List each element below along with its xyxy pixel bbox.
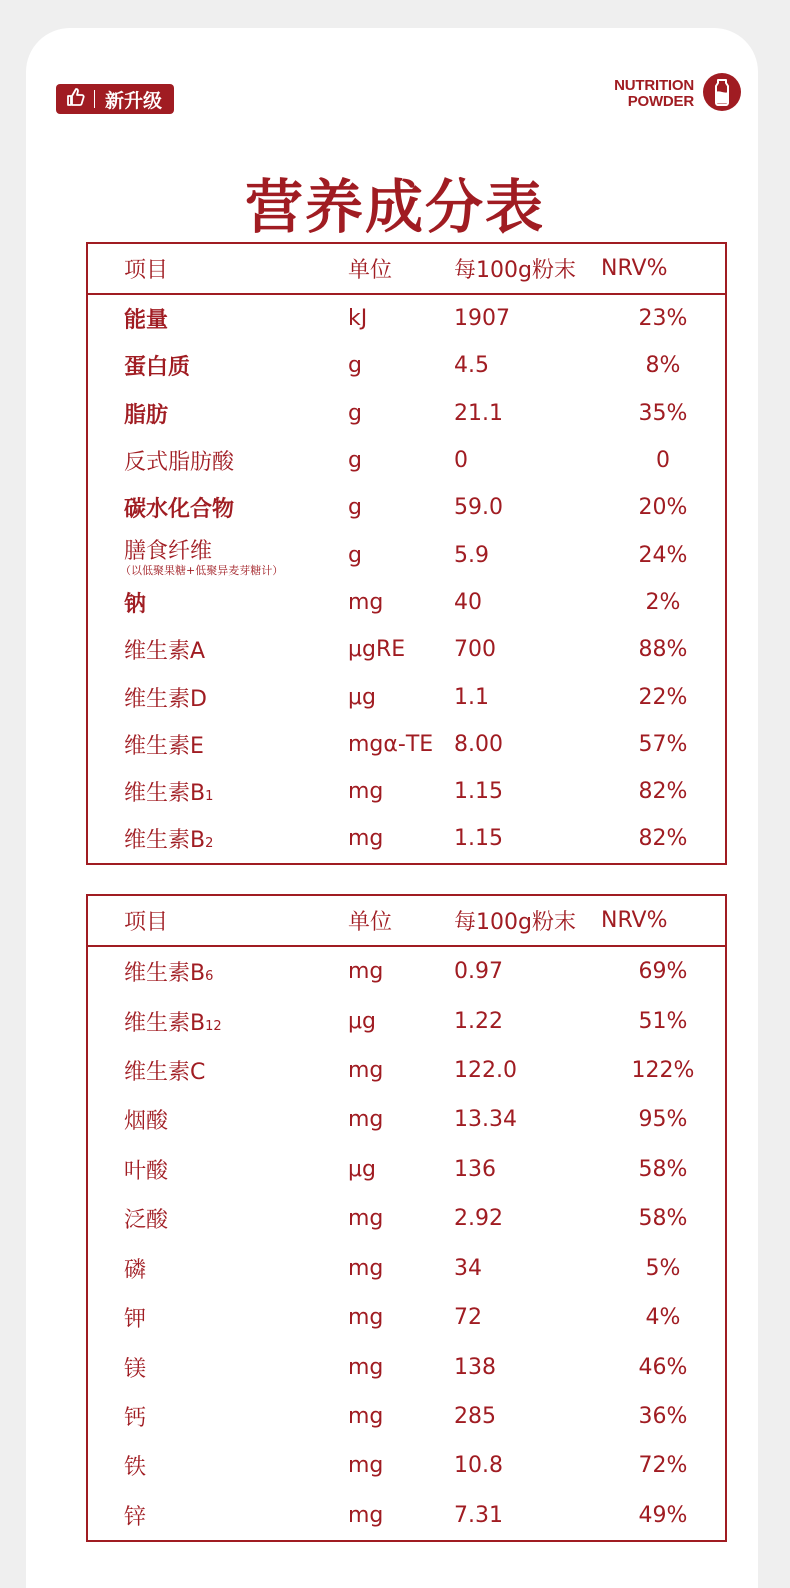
unit-cell: g — [348, 448, 362, 474]
nutrient-name: 能量 — [124, 308, 169, 334]
nrv-cell: 49% — [638, 1502, 688, 1528]
value-cell: 4.5 — [454, 353, 489, 379]
nrv-cell: 95% — [638, 1107, 688, 1133]
table-row — [87, 1095, 726, 1144]
nutrient-name: 锌 — [124, 1504, 147, 1530]
nutrient-name: 铁 — [124, 1455, 147, 1481]
page-title: 营养成分表 — [244, 173, 545, 241]
value-cell: 1.15 — [454, 779, 503, 805]
unit-cell: mg — [348, 1206, 384, 1232]
table-row — [87, 626, 726, 673]
nutrient-name-cell — [87, 294, 348, 342]
value-cell: 1.15 — [454, 826, 503, 852]
unit-cell: mg — [348, 826, 384, 852]
header-item: 项目 — [87, 243, 348, 294]
value-cell: 40 — [454, 589, 482, 615]
nutrient-name-cell — [87, 673, 348, 720]
nrv-cell: 82% — [638, 779, 688, 805]
unit-cell: g — [348, 400, 362, 426]
table-row — [87, 390, 726, 437]
value-cell: 1.1 — [454, 684, 489, 710]
nrv-cell: 36% — [638, 1403, 688, 1429]
nutrient-name-cell — [87, 437, 348, 484]
header-nrv: NRV% — [601, 243, 726, 294]
table-row — [87, 1194, 726, 1243]
nutrient-name: 维生素D — [124, 686, 207, 712]
header-item: 项目 — [87, 895, 348, 946]
unit-cell: g — [348, 353, 362, 379]
nutrient-name-cell — [87, 342, 348, 389]
unit-cell: mg — [348, 589, 384, 615]
nutrient-name-cell — [87, 1392, 348, 1441]
nrv-cell: 20% — [638, 495, 688, 521]
table-row — [87, 1342, 726, 1391]
nutrient-name-cell — [87, 1441, 348, 1490]
nutrient-name-cell — [87, 815, 348, 863]
nrv-cell: 5% — [645, 1255, 681, 1281]
table-row — [87, 815, 726, 863]
table-row — [87, 437, 726, 484]
value-cell: 700 — [454, 637, 496, 663]
table-row — [87, 1243, 726, 1292]
unit-cell: mg — [348, 1255, 384, 1281]
table-row — [87, 342, 726, 389]
nutrient-note: （以低聚果糖+低聚异麦芽糖计） — [120, 563, 284, 577]
header-per-100g: 每100g粉末 — [454, 895, 601, 946]
nutrient-name: 维生素B — [124, 828, 206, 854]
thumbs-up-icon — [66, 87, 86, 112]
badge-label: 新升级 — [105, 89, 163, 112]
badge-divider — [94, 90, 95, 108]
nrv-cell: 88% — [638, 637, 688, 663]
unit-cell: mg — [348, 1354, 384, 1380]
unit-cell: mg — [348, 1453, 384, 1479]
nrv-cell: 69% — [638, 959, 688, 985]
value-cell: 0.97 — [454, 959, 503, 985]
table-header-row — [87, 895, 726, 946]
nutrient-name: 蛋白质 — [124, 355, 191, 381]
table-row — [87, 294, 726, 342]
value-cell: 5.9 — [454, 542, 489, 568]
nutrient-subscript: 6 — [205, 969, 214, 985]
unit-cell: mg — [348, 1107, 384, 1133]
value-cell: 285 — [454, 1403, 496, 1429]
value-cell: 34 — [454, 1255, 482, 1281]
unit-cell: g — [348, 495, 362, 521]
brand-line-1: NUTRITION — [614, 77, 694, 94]
nrv-cell: 51% — [638, 1008, 688, 1034]
unit-cell: kJ — [348, 306, 368, 332]
nrv-cell: 2% — [645, 589, 681, 615]
nutrient-name-cell — [87, 1194, 348, 1243]
unit-cell: mg — [348, 959, 384, 985]
nutrient-name: 维生素A — [124, 639, 206, 665]
nutrient-name-cell — [87, 768, 348, 815]
nrv-cell: 58% — [638, 1156, 688, 1182]
brand-logo — [614, 72, 742, 116]
nutrient-name-cell — [87, 626, 348, 673]
value-cell: 8.00 — [454, 731, 503, 757]
table-row — [87, 1441, 726, 1490]
unit-cell: μg — [348, 684, 376, 710]
nutrient-name-cell — [87, 946, 348, 996]
value-cell: 0 — [454, 448, 468, 474]
table-row — [87, 673, 726, 720]
nrv-cell: 8% — [645, 353, 681, 379]
unit-cell: mg — [348, 1502, 384, 1528]
header-unit: 单位 — [348, 895, 454, 946]
nutrient-name: 叶酸 — [124, 1158, 169, 1184]
table-row — [87, 579, 726, 626]
nutrient-subscript: 12 — [205, 1018, 222, 1034]
unit-cell: mg — [348, 1305, 384, 1331]
unit-cell: mgα-TE — [348, 731, 434, 757]
nutrient-name: 膳食纤维 — [124, 538, 213, 564]
nrv-cell: 22% — [638, 684, 688, 710]
table-header-row — [87, 243, 726, 294]
nutrient-name-cell — [87, 531, 348, 578]
nrv-cell: 72% — [638, 1453, 688, 1479]
nutrient-subscript: 1 — [205, 789, 214, 805]
nutrient-name-cell — [87, 579, 348, 626]
header-per-100g: 每100g粉末 — [454, 243, 601, 294]
value-cell: 122.0 — [454, 1058, 517, 1084]
nutrient-name: 磷 — [124, 1257, 147, 1283]
table-row — [87, 946, 726, 996]
table-row — [87, 721, 726, 768]
nutrient-name-cell — [87, 996, 348, 1045]
brand-line-2: POWDER — [627, 93, 694, 110]
nutrient-name-cell — [87, 1491, 348, 1541]
nutrient-name-cell — [87, 1243, 348, 1292]
table-row — [87, 1145, 726, 1194]
unit-cell: mg — [348, 1403, 384, 1429]
nrv-cell: 57% — [638, 731, 688, 757]
nutrition-table-2 — [86, 894, 727, 1542]
nutrient-name-cell — [87, 1095, 348, 1144]
value-cell: 1907 — [454, 306, 510, 332]
table-row — [87, 531, 726, 578]
table-row — [87, 1491, 726, 1541]
table-row — [87, 1046, 726, 1095]
nutrient-name: 镁 — [124, 1356, 147, 1382]
nutrient-name: 维生素B — [124, 961, 206, 987]
nrv-cell: 24% — [638, 542, 688, 568]
nutrient-name-cell — [87, 484, 348, 531]
nutrient-name-cell — [87, 721, 348, 768]
unit-cell: μg — [348, 1156, 376, 1182]
value-cell: 1.22 — [454, 1008, 503, 1034]
nutrient-name-cell — [87, 1046, 348, 1095]
nutrient-name: 钠 — [124, 591, 147, 617]
nutrient-name: 泛酸 — [124, 1208, 169, 1234]
nrv-cell: 4% — [645, 1305, 681, 1331]
table-row — [87, 768, 726, 815]
header-nrv: NRV% — [601, 895, 726, 946]
unit-cell: μgRE — [348, 637, 406, 663]
unit-cell: mg — [348, 779, 384, 805]
nutrient-name-cell — [87, 1342, 348, 1391]
unit-cell: g — [348, 542, 362, 568]
value-cell: 7.31 — [454, 1502, 503, 1528]
nutrient-subscript: 2 — [205, 836, 214, 852]
nutrient-name-cell — [87, 390, 348, 437]
nutrient-name: 钾 — [124, 1307, 147, 1333]
nrv-cell: 122% — [631, 1058, 695, 1084]
unit-cell: mg — [348, 1058, 384, 1084]
table-row — [87, 1293, 726, 1342]
nrv-cell: 58% — [638, 1206, 688, 1232]
nutrient-name: 维生素B — [124, 781, 206, 807]
nutrient-name: 反式脂肪酸 — [124, 450, 235, 476]
nutrient-name: 钙 — [124, 1405, 147, 1431]
nrv-cell: 23% — [638, 306, 688, 332]
nrv-cell: 82% — [638, 826, 688, 852]
nutrient-name-cell — [87, 1145, 348, 1194]
nutrient-name: 脂肪 — [124, 402, 169, 428]
bottle-icon — [702, 72, 742, 116]
nutrient-name: 维生素C — [124, 1060, 206, 1086]
header-unit: 单位 — [348, 243, 454, 294]
value-cell: 138 — [454, 1354, 496, 1380]
nutrient-name: 碳水化合物 — [124, 497, 235, 523]
table-row — [87, 1392, 726, 1441]
table-row — [87, 484, 726, 531]
value-cell: 72 — [454, 1305, 482, 1331]
value-cell: 21.1 — [454, 400, 503, 426]
upgrade-badge — [56, 84, 174, 114]
nutrition-table-1 — [86, 242, 727, 865]
value-cell: 136 — [454, 1156, 496, 1182]
value-cell: 10.8 — [454, 1453, 503, 1479]
nrv-cell: 0 — [656, 448, 670, 474]
nutrient-name-cell — [87, 1293, 348, 1342]
value-cell: 2.92 — [454, 1206, 503, 1232]
nutrient-name: 维生素E — [124, 733, 204, 759]
nutrient-name: 维生素B — [124, 1010, 206, 1036]
nrv-cell: 35% — [638, 400, 688, 426]
nrv-cell: 46% — [638, 1354, 688, 1380]
brand-text — [614, 78, 694, 110]
table-row — [87, 996, 726, 1045]
unit-cell: μg — [348, 1008, 376, 1034]
nutrient-name: 烟酸 — [124, 1109, 169, 1135]
value-cell: 13.34 — [454, 1107, 517, 1133]
value-cell: 59.0 — [454, 495, 503, 521]
